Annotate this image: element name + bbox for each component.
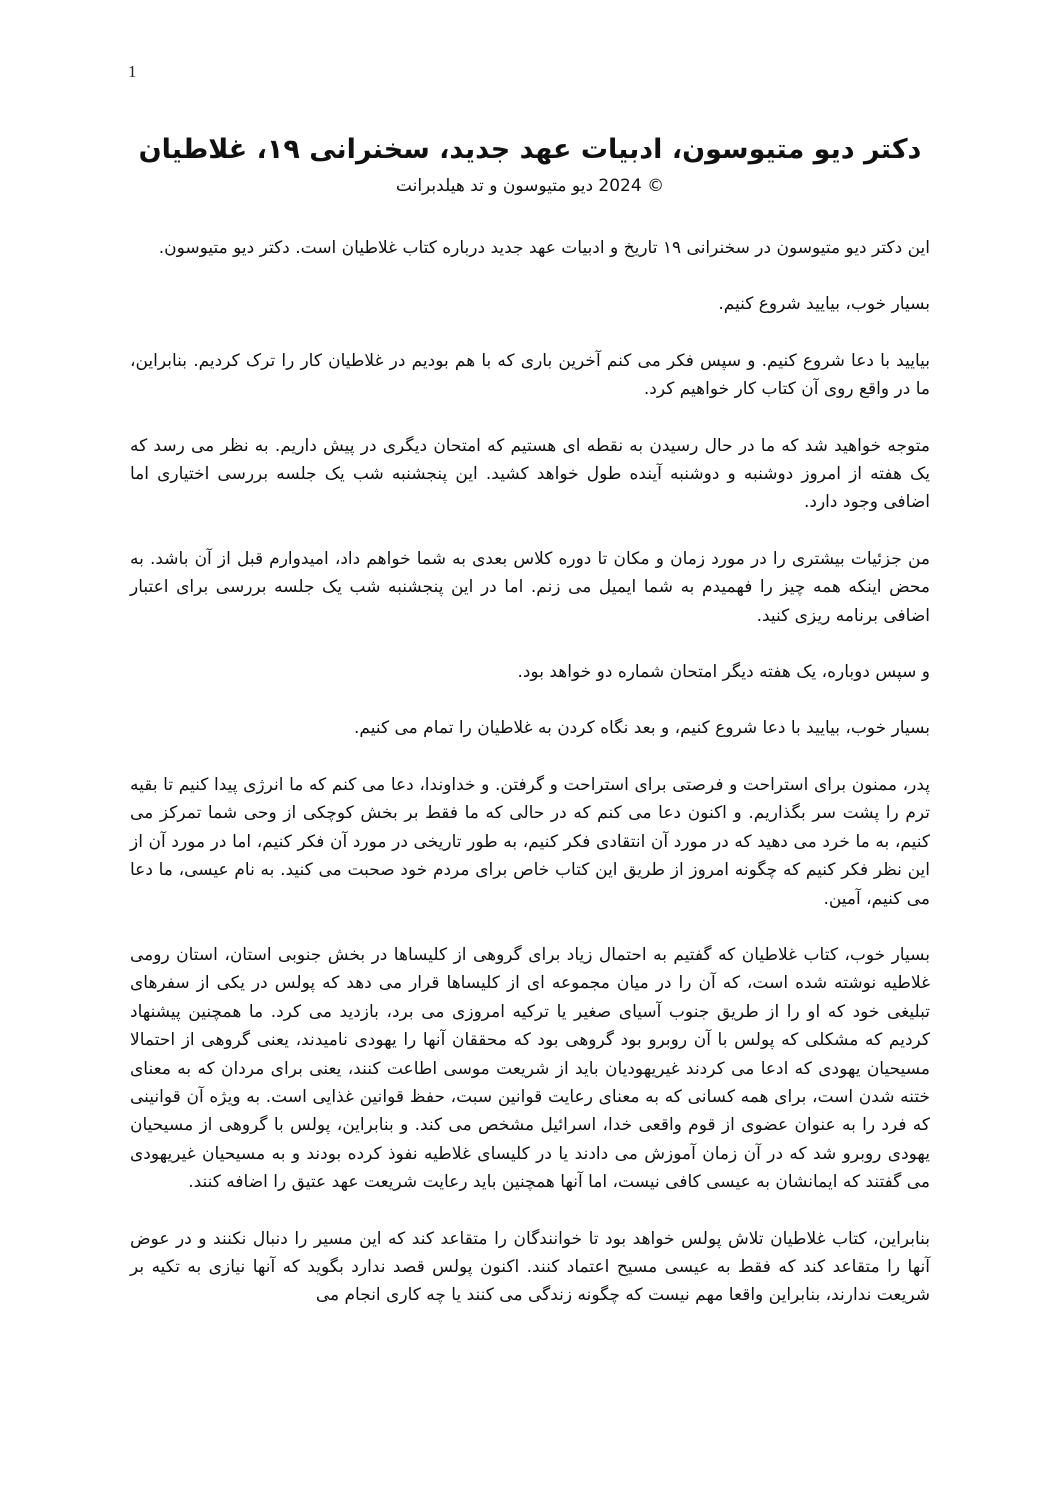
paragraph: و سپس دوباره، یک هفته دیگر امتحان شماره دو خواهد بود. <box>517 662 930 683</box>
paragraph-prayer: پدر، ممنون برای استراحت و فرصتی برای استراحت و گرفتن. و خداوندا، دعا می کنم که ما انرژی پیدا کنیم تا بقیه ترم را پشت سر بگذاریم. و اکنون دعا می کنم که در حالی که ما فقط بر بخش کوچکی از وحی شما تمرکز می کنیم، به ما خرد می دهید که در مورد آن انتقادی فکر کنیم، به طور تاریخی در مورد آن فکر کنیم، اما در مورد آن از این نظر فکر کنیم که چگونه امروز از طریق این کتاب خاص برای مردم خود صحبت می کنید. به نام عیسی، ما دعا می کنیم، آمین. <box>130 774 930 909</box>
document-body <box>130 128 930 1338</box>
copyright-line: © 2024 دیو متیوسون و تد هیلدبرانت <box>395 176 665 196</box>
page-number: 1 <box>128 62 137 81</box>
paragraph: بسیار خوب، کتاب غلاطیان که گفتیم به احتمال زیاد برای گروهی از کلیساها در بخش جنوبی استان، استان رومی غلاطیه نوشته شده است، که آن را در میان مجموعه ای از کلیساها قرار می دهد که پولس در یکی از سفرهای تبلیغی خود که او را از طریق جنوب آسیای صغیر یا ترکیه امروزی می برد، بازدید می کرد. ما همچنین پیشنهاد کردیم که مشکلی که پولس با آن روبرو بود گروهی بود که محققان آنها را یهودی نامیدند، یعنی گروهی از احتمالا مسیحیان یهودی که ادعا می کردند غیریهودیان باید از شریعت موسی اطاعت کنند، یعنی برای مردان که به معنای ختنه شدن است، برای همه کسانی که به معنای رعایت قوانین سبت، حفظ قوانین غذایی است. به ویژه آن قوانینی که فرد را به عنوان عضوی از قوم واقعی خدا، اسرائیل مشخص می کند. و بنابراین، پولس با گروهی از مسیحیان یهودی روبرو شد که در آن زمان آموزش می دادند یا در کلیسای غلاطیه نفوذ کرده بودند و به مسیحیان غیریهودی می گفتند که ایمانشان به عیسی کافی نیست، اما آنها همچنین باید رعایت شریعت عهد عتیق را اضافه کنند. <box>130 944 930 1193</box>
paragraph: من جزئیات بیشتری را در مورد زمان و مکان تا دوره کلاس بعدی به شما خواهم داد، امیدوارم قبل از آن باشد. به محض اینکه همه چیز را فهمیدم به شما ایمیل می زنم. اما در این پنجشنبه شب یک جلسه بررسی برای اعتبار اضافی برنامه ریزی کنید. <box>130 548 930 626</box>
paragraph: بنابراین، کتاب غلاطیان تلاش پولس خواهد بود تا خوانندگان را متقاعد کند که این مسیر را دنبال نکنند و در عوض آنها را متقاعد کند که فقط به عیسی مسیح اعتماد کنند. اکنون پولس قصد ندارد بگوید که آنها نیازی به تکیه بر شریعت ندارند، بنابراین واقعا مهم نیست که چگونه زندگی می کنند یا چه کاری انجام می <box>130 1228 930 1306</box>
paragraph: بسیار خوب، بیایید شروع کنیم. <box>718 294 930 315</box>
paragraph: بیایید با دعا شروع کنیم. و سپس فکر می کنم آخرین باری که با هم بودیم در غلاطیان کار را ترک کردیم. بنابراین، ما در واقع روی آن کتاب کار خواهیم کرد. <box>130 350 930 400</box>
paragraph: بسیار خوب، بیایید با دعا شروع کنیم، و بعد نگاه کردن به غلاطیان را تمام می کنیم. <box>354 718 930 739</box>
paragraph-intro: این دکتر دیو متیوسون در سخنرانی ۱۹ تاریخ و ادبیات عهد جدید درباره کتاب غلاطیان است. دکتر دیو متیوسون. <box>158 238 930 258</box>
paragraph: متوجه خواهید شد که ما در حال رسیدن به نقطه ای هستیم که امتحان دیگری در پیش داریم. به نظر می رسد که یک هفته از امروز دوشنبه و دوشنبه آینده طول خواهد کشید. این پنجشنبه شب یک جلسه بررسی اختیاری اما اضافی وجود دارد. <box>130 435 930 513</box>
document-title: دکتر دیو متیوسون، ادبیات عهد جدید، سخنرانی ۱۹، غلاطیان <box>138 134 922 165</box>
